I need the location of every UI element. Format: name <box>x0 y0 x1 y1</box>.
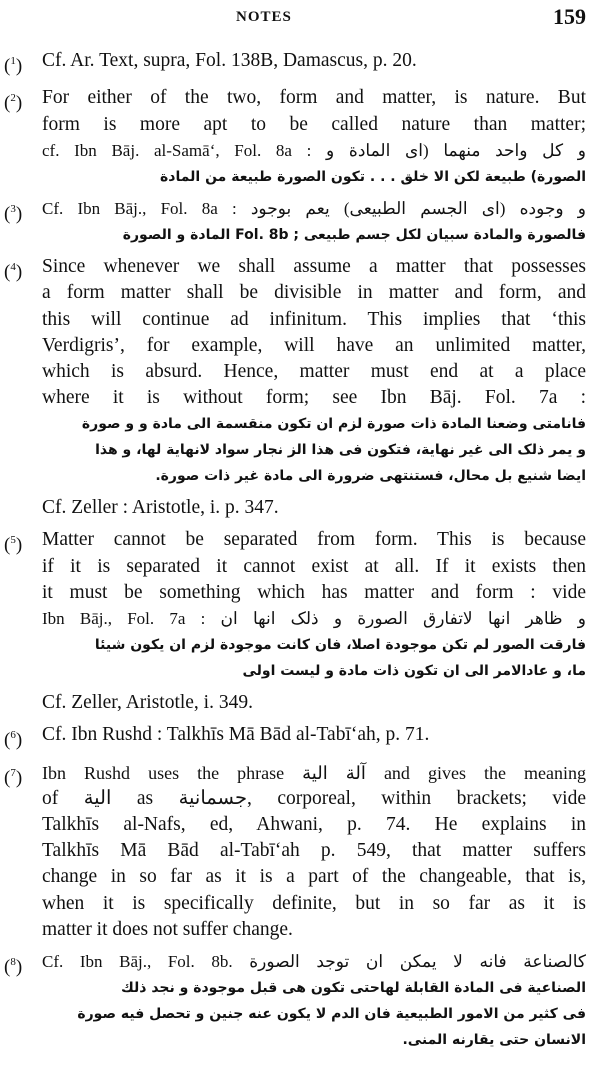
note-7: ($^7$) Ibn Rushd uses the phrase آلة الية and gives the meaning of الية as جسمانية, corporeal, within brackets; vide Talkhīs al-Nafs, ed, Ahwani, p. 74. He explains in Talkhīs Mā Bād al-Tabī‘ah p. 549, that matter suffers change in so far as it is a part of the changeable, that is, when it is specifically definite, but in so far as it is matter it does not suffer change. <box>4 760 586 943</box>
running-head: NOTES <box>236 9 292 25</box>
note-number: 3 <box>10 202 16 215</box>
note-3: ($^3$) Cf. Ibn Bāj., Fol. 8a : و وجوده (اى الجسم الطبيعى) يعم بوجود فالصورة والمادة سبيان لكل جسم طبيعى ; Fol. 8b المادة و الصورة <box>4 196 586 248</box>
note-number: 7 <box>10 766 16 779</box>
note-line: when it is specifically definite, but in so far as it is <box>42 892 586 914</box>
note-number: 8 <box>10 955 16 968</box>
note-line: change in so far as it is a part of the changeable, that is, <box>42 866 586 888</box>
note-5-citation: Cf. Zeller, Aristotle, i. 349. <box>42 692 253 714</box>
arabic-line: الصناعية فى المادة القابلة لهاحتى تكون هى قبل موجودة و نجد ذلك <box>120 980 586 997</box>
note-number: 2 <box>10 92 16 105</box>
note-line-mixed: of الية as جسمانية, corporeal, within brackets; vide <box>42 787 586 809</box>
note-line-mixed: Ibn Rushd uses the phrase آلة الية and gives the meaning <box>42 762 586 783</box>
arabic-line: ما، و عادالامر الى ان تكون ذات مادة و ليست اولى <box>242 663 586 680</box>
arabic-line: فانامتى وضعنا المادة ذات صورة لزم ان تكون منقسمة الى مادة و و صورة <box>81 416 586 433</box>
note-number: 1 <box>10 55 16 67</box>
note-line-mixed: Cf. Ibn Bāj., Fol. 8a : و وجوده (اى الجسم الطبيعى) يعم بوجود <box>42 198 586 218</box>
note-line: where it is without form; see Ibn Bāj. Fol. 7a : <box>42 387 586 409</box>
note-line: matter it does not suffer change. <box>42 918 293 940</box>
note-line: it must be something which has matter and form : vide <box>42 581 586 603</box>
note-number: 5 <box>10 534 16 547</box>
note-8: ($^8$) Cf. Ibn Bāj., Fol. 8b. كالصناعة فانه لا يمكن ان توجد الصورة الصناعية فى المادة القابلة لهاحتى تكون هى قبل موجودة و نجد ذلك فى كثير من الامور الطبيعية فان الدم لا يكون عنه جنين و تحصل فيه صورة الانسان حتى يقارنه المنى. <box>4 949 586 1053</box>
note-line-mixed: Cf. Ibn Bāj., Fol. 8b. كالصناعة فانه لا يمكن ان توجد الصورة <box>42 951 586 971</box>
note-line: a form matter shall be divisible in matter and form, and <box>42 282 586 304</box>
note-6: ($^6$) Cf. Ibn Rushd : Talkhīs Mā Bād al-Tabī‘ah, p. 71. <box>4 722 586 753</box>
arabic-line: فى كثير من الامور الطبيعية فان الدم لا يكون عنه جنين و تحصل فيه صورة <box>77 1006 586 1023</box>
arabic-line: الانسان حتى يقارنه المنى. <box>402 1032 586 1049</box>
note-line-mixed: cf. Ibn Bāj. al-Samā‘, Fol. 8a : و كل واحد منهما (اى المادة و <box>42 140 587 160</box>
note-line: Cf. Ar. Text, supra, Fol. 138B, Damascus, p. 20. <box>42 50 417 71</box>
note-line: if it is separated it cannot exist at all. If it exists then <box>42 555 586 577</box>
arabic-line: و يمر ذلک الى غير نهاية، فتكون فى هذا الز نجار سواد لانهاية لها، و هذا <box>95 442 586 459</box>
note-number: 4 <box>10 261 16 274</box>
note-line: Verdigris’, for example, will have an unlimited matter, <box>42 334 586 356</box>
arabic-line: فالصورة والمادة سبيان لكل جسم طبيعى ; Fol. 8b المادة و الصورة <box>122 227 586 244</box>
note-2: ($^2$) For either of the two, form and matter, is nature. But form is more apt to be called nature than matter; cf. Ibn Bāj. al-Samā‘, Fol. 8a : و كل واحد منهما (اى المادة و الصورة) طبيعة لكن الا خلق . . . تكون الصورة طبيعة من المادة <box>4 85 586 190</box>
arabic-line: فارقت الصور لم تكن موجودة اصلا، فان كانت موجودة لزم ان يكون شيئا <box>94 637 586 654</box>
note-line: Matter cannot be separated from form. This is because <box>42 529 586 551</box>
note-5: ($^5$) Matter cannot be separated from form. This is because if it is separated it cannot exist at all. If it exists then it must be something which has matter and form : vide Ibn Bāj., Fol. 7a : و ظاهر انها لاتفارق الصورة و ذلک انها ان فارقت الصور لم تكن موجودة اصلا، فان كانت موجودة لزم ان يكون شيئا ما، و عادالامر الى ان تكون ذات مادة و ليست اولى <box>4 527 586 684</box>
note-1: ($^1$) Cf. Ar. Text, supra, Fol. 138B, Damascus, p. 20. <box>4 48 586 79</box>
note-line: this will continue ad infinitum. This implies that ‘this <box>42 308 586 330</box>
note-line: Since whenever we shall assume a matter that possesses <box>42 256 586 278</box>
note-line: Talkhīs al-Nafs, ed, Ahwani, p. 74. He explains in <box>42 813 586 835</box>
page-header <box>4 6 586 48</box>
arabic-line: ايضا شنيع بل محال، فستنتهى ضرورة الى مادة غير ذات صورة. <box>155 468 586 485</box>
note-line: Cf. Ibn Rushd : Talkhīs Mā Bād al-Tabī‘ah, p. 71. <box>42 724 430 746</box>
note-number: 6 <box>10 729 16 742</box>
note-line: form is more apt to be called nature than matter; <box>42 113 586 135</box>
note-line-mixed: Ibn Bāj., Fol. 7a : و ظاهر انها لاتفارق الصورة و ذلک انها ان <box>42 608 586 628</box>
page-number: 159 <box>553 4 586 29</box>
note-line: which is absurd. Hence, matter must end at a place <box>42 360 586 382</box>
note-4: ($^4$) Since whenever we shall assume a matter that possesses a form matter shall be divisible in matter and form, and this will continue ad infinitum. This implies that ‘this Verdigris’, for example, will have an unlimited matter, which is absurd. Hence, matter must end at a place where it is without form; see Ibn Bāj. Fol. 7a : فانامتى وضعنا المادة ذات صورة لزم ان تكون منقسمة الى مادة و و صورة و يمر ذلک الى غير نهاية، فتكون فى هذا الز نجار سواد لانهاية لها، و هذا ايضا شنيع بل محال، فستنتهى ضرورة الى مادة غير ذات صورة. <box>4 254 586 489</box>
note-4-citation: Cf. Zeller : Aristotle, i. p. 347. <box>42 497 279 519</box>
note-line: Talkhīs Mā Bād al-Tabī‘ah p. 549, that matter suffers <box>42 840 586 862</box>
arabic-line: الصورة) طبيعة لكن الا خلق . . . تكون الصورة طبيعة من المادة <box>160 168 586 185</box>
note-line: For either of the two, form and matter, is nature. But <box>42 87 586 109</box>
